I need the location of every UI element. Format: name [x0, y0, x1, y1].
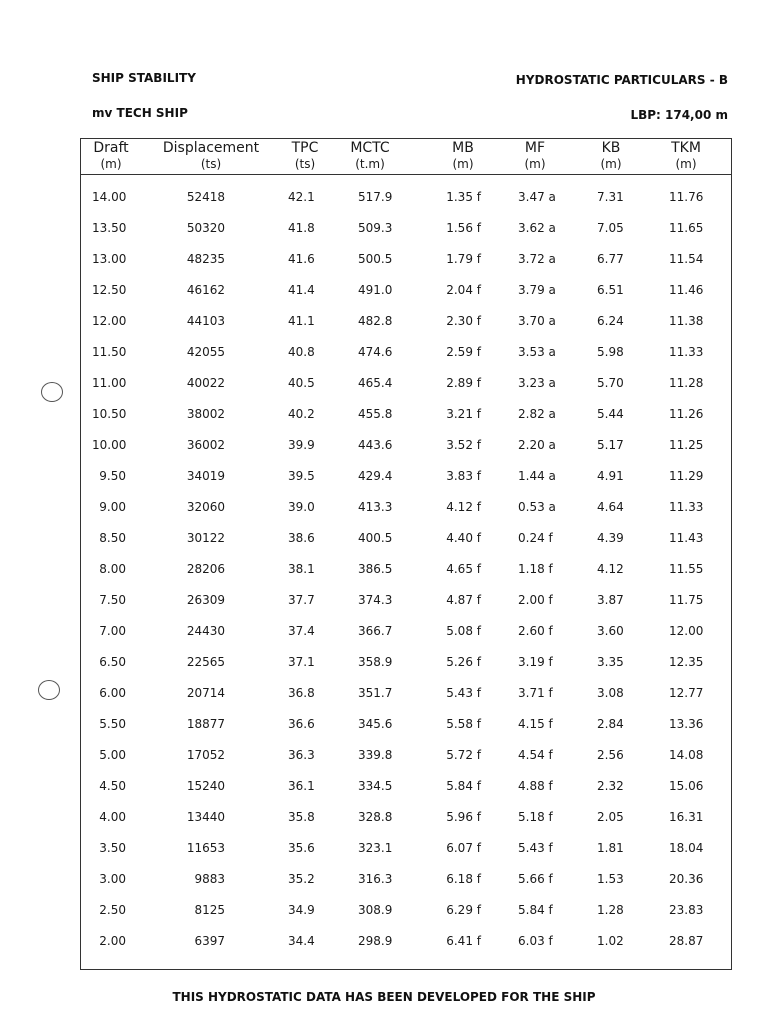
cell-mf: 3.72 a — [518, 252, 556, 266]
cell-draft: 2.50 — [99, 903, 126, 917]
cell-displacement: 32060 — [186, 500, 225, 514]
cell-displacement: 38002 — [186, 407, 225, 421]
cell-mb: 4.12 f — [446, 500, 481, 514]
cell-displacement: 26309 — [186, 593, 225, 607]
cell-mb: 5.08 f — [446, 624, 481, 638]
cell-mb: 5.84 f — [446, 779, 481, 793]
cell-kb: 4.64 — [597, 500, 624, 514]
cell-mb: 6.29 f — [446, 903, 481, 917]
cell-tkm: 11.43 — [669, 531, 704, 545]
cell-tpc: 35.6 — [288, 841, 315, 855]
cell-draft: 9.50 — [99, 469, 126, 483]
cell-displacement: 8125 — [194, 903, 225, 917]
cell-mf: 4.54 f — [518, 748, 553, 762]
cell-kb: 1.28 — [597, 903, 624, 917]
cell-kb: 6.51 — [597, 283, 624, 297]
cell-draft: 6.50 — [99, 655, 126, 669]
table-row — [81, 593, 731, 613]
cell-kb: 7.31 — [597, 190, 624, 204]
cell-kb: 1.02 — [597, 934, 624, 948]
cell-displacement: 30122 — [186, 531, 225, 545]
cell-displacement: 52418 — [186, 190, 225, 204]
punch-hole-icon — [38, 680, 60, 700]
cell-tpc: 39.0 — [288, 500, 315, 514]
column-header-displacement — [151, 141, 271, 171]
cell-mb: 6.07 f — [446, 841, 481, 855]
cell-mf: 3.71 f — [518, 686, 553, 700]
cell-mf: 3.70 a — [518, 314, 556, 328]
table-row — [81, 376, 731, 396]
column-label: KB — [601, 140, 621, 156]
column-unit: (ts) — [294, 157, 316, 171]
column-header-kb — [586, 141, 636, 171]
column-label: MF — [524, 140, 546, 156]
cell-tkm: 13.36 — [669, 717, 704, 731]
cell-draft: 2.00 — [99, 934, 126, 948]
column-header-tpc — [280, 141, 330, 171]
cell-mf: 3.23 a — [518, 376, 556, 390]
cell-tpc: 34.4 — [288, 934, 315, 948]
column-label: Displacement — [162, 140, 260, 156]
cell-draft: 7.50 — [99, 593, 126, 607]
cell-mctc: 386.5 — [358, 562, 393, 576]
cell-mctc: 298.9 — [358, 934, 393, 948]
column-label: TPC — [291, 140, 319, 156]
cell-mf: 0.24 f — [518, 531, 553, 545]
cell-displacement: 18877 — [186, 717, 225, 731]
punch-hole-icon — [41, 382, 63, 402]
cell-mf: 5.66 f — [518, 872, 553, 886]
column-header-mctc — [340, 141, 400, 171]
cell-kb: 5.98 — [597, 345, 624, 359]
table-row — [81, 345, 731, 365]
cell-mf: 3.53 a — [518, 345, 556, 359]
hydrostatic-table — [80, 138, 732, 970]
cell-tkm: 18.04 — [669, 841, 704, 855]
cell-mb: 5.43 f — [446, 686, 481, 700]
cell-tkm: 14.08 — [669, 748, 704, 762]
column-header-mb — [438, 141, 488, 171]
cell-displacement: 20714 — [186, 686, 225, 700]
cell-mb: 3.21 f — [446, 407, 481, 421]
cell-displacement: 15240 — [186, 779, 225, 793]
column-label: TKM — [671, 140, 701, 156]
column-unit: (m) — [452, 157, 474, 171]
cell-mctc: 334.5 — [358, 779, 393, 793]
cell-kb: 6.77 — [597, 252, 624, 266]
cell-tpc: 39.5 — [288, 469, 315, 483]
cell-mf: 2.82 a — [518, 407, 556, 421]
cell-displacement: 34019 — [186, 469, 225, 483]
table-row — [81, 717, 731, 737]
cell-mb: 3.52 f — [446, 438, 481, 452]
cell-mctc: 308.9 — [358, 903, 393, 917]
cell-mctc: 351.7 — [358, 686, 393, 700]
cell-displacement: 24430 — [186, 624, 225, 638]
cell-displacement: 46162 — [186, 283, 225, 297]
cell-mf: 2.20 a — [518, 438, 556, 452]
cell-tkm: 20.36 — [669, 872, 704, 886]
table-row — [81, 655, 731, 675]
cell-kb: 5.44 — [597, 407, 624, 421]
cell-tpc: 35.2 — [288, 872, 315, 886]
cell-displacement: 28206 — [186, 562, 225, 576]
cell-mctc: 345.6 — [358, 717, 393, 731]
cell-tkm: 23.83 — [669, 903, 704, 917]
cell-kb: 4.39 — [597, 531, 624, 545]
cell-mf: 5.18 f — [518, 810, 553, 824]
cell-mctc: 366.7 — [358, 624, 393, 638]
cell-displacement: 36002 — [186, 438, 225, 452]
cell-tpc: 36.8 — [288, 686, 315, 700]
cell-tkm: 12.00 — [669, 624, 704, 638]
cell-draft: 14.00 — [92, 190, 127, 204]
cell-tpc: 42.1 — [288, 190, 315, 204]
table-row — [81, 252, 731, 272]
cell-tkm: 11.33 — [669, 345, 704, 359]
column-label: MB — [452, 140, 474, 156]
cell-mb: 4.87 f — [446, 593, 481, 607]
cell-tkm: 11.54 — [669, 252, 704, 266]
cell-kb: 5.70 — [597, 376, 624, 390]
cell-draft: 5.00 — [99, 748, 126, 762]
table-row — [81, 438, 731, 458]
cell-mb: 3.83 f — [446, 469, 481, 483]
cell-mb: 1.79 f — [446, 252, 481, 266]
cell-draft: 13.00 — [92, 252, 127, 266]
column-unit: (t.m) — [355, 157, 385, 171]
cell-tpc: 37.1 — [288, 655, 315, 669]
column-header-tkm — [656, 141, 716, 171]
cell-tpc: 41.8 — [288, 221, 315, 235]
column-unit: (m) — [100, 157, 122, 171]
cell-kb: 3.08 — [597, 686, 624, 700]
cell-displacement: 17052 — [186, 748, 225, 762]
cell-displacement: 11653 — [186, 841, 225, 855]
cell-mb: 2.04 f — [446, 283, 481, 297]
cell-kb: 6.24 — [597, 314, 624, 328]
table-row — [81, 500, 731, 520]
cell-mb: 4.65 f — [446, 562, 481, 576]
table-row — [81, 314, 731, 334]
cell-mf: 3.79 a — [518, 283, 556, 297]
cell-mb: 5.26 f — [446, 655, 481, 669]
cell-mctc: 413.3 — [358, 500, 393, 514]
column-header-draft — [91, 141, 131, 171]
column-header-mf — [510, 141, 560, 171]
cell-tpc: 38.6 — [288, 531, 315, 545]
cell-mf: 3.47 a — [518, 190, 556, 204]
cell-tkm: 16.31 — [669, 810, 704, 824]
cell-tkm: 11.25 — [669, 438, 704, 452]
cell-draft: 10.50 — [92, 407, 127, 421]
cell-mb: 5.58 f — [446, 717, 481, 731]
cell-kb: 4.91 — [597, 469, 624, 483]
cell-mb: 5.72 f — [446, 748, 481, 762]
cell-draft: 12.00 — [92, 314, 127, 328]
cell-mf: 3.62 a — [518, 221, 556, 235]
cell-draft: 9.00 — [99, 500, 126, 514]
cell-mf: 6.03 f — [518, 934, 553, 948]
document-subtitle: HYDROSTATIC PARTICULARS - B — [515, 73, 728, 87]
cell-tpc: 40.5 — [288, 376, 315, 390]
cell-tpc: 41.6 — [288, 252, 315, 266]
cell-mf: 1.18 f — [518, 562, 553, 576]
document-title: SHIP STABILITY — [92, 71, 196, 85]
cell-tkm: 11.29 — [669, 469, 704, 483]
cell-mctc: 358.9 — [358, 655, 393, 669]
cell-kb: 2.32 — [597, 779, 624, 793]
cell-displacement: 50320 — [186, 221, 225, 235]
cell-mf: 2.00 f — [518, 593, 553, 607]
cell-draft: 3.00 — [99, 872, 126, 886]
cell-mb: 2.89 f — [446, 376, 481, 390]
cell-mb: 1.56 f — [446, 221, 481, 235]
cell-draft: 8.50 — [99, 531, 126, 545]
cell-kb: 3.35 — [597, 655, 624, 669]
cell-displacement: 9883 — [194, 872, 225, 886]
lbp-value: LBP: 174,00 m — [630, 108, 728, 122]
cell-tkm: 11.38 — [669, 314, 704, 328]
cell-mf: 2.60 f — [518, 624, 553, 638]
cell-draft: 7.00 — [99, 624, 126, 638]
cell-mctc: 474.6 — [358, 345, 393, 359]
column-unit: (ts) — [200, 157, 222, 171]
cell-displacement: 13440 — [186, 810, 225, 824]
cell-tpc: 36.6 — [288, 717, 315, 731]
cell-mctc: 400.5 — [358, 531, 393, 545]
cell-tkm: 28.87 — [669, 934, 704, 948]
cell-tkm: 15.06 — [669, 779, 704, 793]
cell-mctc: 374.3 — [358, 593, 393, 607]
cell-mctc: 443.6 — [358, 438, 393, 452]
cell-draft: 6.00 — [99, 686, 126, 700]
cell-tpc: 34.9 — [288, 903, 315, 917]
cell-tpc: 36.1 — [288, 779, 315, 793]
cell-kb: 2.05 — [597, 810, 624, 824]
cell-kb: 5.17 — [597, 438, 624, 452]
table-row — [81, 903, 731, 923]
cell-displacement: 40022 — [186, 376, 225, 390]
cell-tkm: 12.35 — [669, 655, 704, 669]
cell-mf: 0.53 a — [518, 500, 556, 514]
cell-displacement: 6397 — [194, 934, 225, 948]
cell-tpc: 36.3 — [288, 748, 315, 762]
cell-mb: 2.30 f — [446, 314, 481, 328]
cell-kb: 2.56 — [597, 748, 624, 762]
cell-draft: 3.50 — [99, 841, 126, 855]
table-row — [81, 779, 731, 799]
cell-displacement: 42055 — [186, 345, 225, 359]
cell-mf: 4.88 f — [518, 779, 553, 793]
table-row — [81, 407, 731, 427]
cell-kb: 3.87 — [597, 593, 624, 607]
cell-tpc: 40.2 — [288, 407, 315, 421]
table-row — [81, 686, 731, 706]
cell-mb: 2.59 f — [446, 345, 481, 359]
cell-mb: 6.18 f — [446, 872, 481, 886]
cell-mctc: 517.9 — [358, 190, 393, 204]
cell-mctc: 491.0 — [358, 283, 393, 297]
cell-draft: 4.00 — [99, 810, 126, 824]
cell-mctc: 328.8 — [358, 810, 393, 824]
cell-mb: 5.96 f — [446, 810, 481, 824]
cell-displacement: 44103 — [186, 314, 225, 328]
cell-tkm: 11.26 — [669, 407, 704, 421]
cell-mctc: 323.1 — [358, 841, 393, 855]
cell-kb: 2.84 — [597, 717, 624, 731]
table-row — [81, 562, 731, 582]
cell-displacement: 22565 — [186, 655, 225, 669]
cell-tkm: 12.77 — [669, 686, 704, 700]
cell-mctc: 482.8 — [358, 314, 393, 328]
table-row — [81, 190, 731, 210]
cell-mctc: 455.8 — [358, 407, 393, 421]
table-row — [81, 841, 731, 861]
cell-kb: 7.05 — [597, 221, 624, 235]
cell-kb: 1.53 — [597, 872, 624, 886]
cell-tkm: 11.75 — [669, 593, 704, 607]
table-row — [81, 221, 731, 241]
cell-mf: 1.44 a — [518, 469, 556, 483]
table-row — [81, 469, 731, 489]
column-unit: (m) — [524, 157, 546, 171]
cell-tkm: 11.46 — [669, 283, 704, 297]
cell-draft: 5.50 — [99, 717, 126, 731]
column-label: Draft — [93, 140, 129, 156]
table-row — [81, 872, 731, 892]
table-row — [81, 531, 731, 551]
cell-draft: 11.50 — [92, 345, 127, 359]
cell-tpc: 37.7 — [288, 593, 315, 607]
cell-mf: 4.15 f — [518, 717, 553, 731]
footer-note: THIS HYDROSTATIC DATA HAS BEEN DEVELOPED FOR THE SHIP — [172, 990, 596, 1004]
cell-mf: 5.84 f — [518, 903, 553, 917]
cell-kb: 1.81 — [597, 841, 624, 855]
cell-tpc: 39.9 — [288, 438, 315, 452]
cell-mb: 6.41 f — [446, 934, 481, 948]
cell-mctc: 465.4 — [358, 376, 393, 390]
header-divider — [81, 174, 731, 175]
cell-mb: 4.40 f — [446, 531, 481, 545]
cell-tkm: 11.33 — [669, 500, 704, 514]
cell-kb: 4.12 — [597, 562, 624, 576]
cell-draft: 4.50 — [99, 779, 126, 793]
cell-tkm: 11.28 — [669, 376, 704, 390]
cell-tpc: 41.1 — [288, 314, 315, 328]
cell-tpc: 40.8 — [288, 345, 315, 359]
cell-tpc: 38.1 — [288, 562, 315, 576]
column-unit: (m) — [600, 157, 622, 171]
cell-draft: 12.50 — [92, 283, 127, 297]
cell-mctc: 339.8 — [358, 748, 393, 762]
cell-tpc: 37.4 — [288, 624, 315, 638]
cell-tkm: 11.76 — [669, 190, 704, 204]
cell-mf: 5.43 f — [518, 841, 553, 855]
ship-name: mv TECH SHIP — [92, 106, 188, 120]
column-label: MCTC — [350, 140, 390, 156]
cell-mctc: 500.5 — [358, 252, 393, 266]
cell-tkm: 11.55 — [669, 562, 704, 576]
cell-mf: 3.19 f — [518, 655, 553, 669]
cell-draft: 8.00 — [99, 562, 126, 576]
table-row — [81, 283, 731, 303]
column-unit: (m) — [675, 157, 697, 171]
cell-mctc: 429.4 — [358, 469, 393, 483]
cell-tpc: 35.8 — [288, 810, 315, 824]
cell-tpc: 41.4 — [288, 283, 315, 297]
table-row — [81, 624, 731, 644]
cell-tkm: 11.65 — [669, 221, 704, 235]
cell-mb: 1.35 f — [446, 190, 481, 204]
table-row — [81, 748, 731, 768]
cell-mctc: 316.3 — [358, 872, 393, 886]
cell-displacement: 48235 — [186, 252, 225, 266]
cell-draft: 13.50 — [92, 221, 127, 235]
cell-mctc: 509.3 — [358, 221, 393, 235]
cell-kb: 3.60 — [597, 624, 624, 638]
table-row — [81, 810, 731, 830]
cell-draft: 10.00 — [92, 438, 127, 452]
cell-draft: 11.00 — [92, 376, 127, 390]
table-row — [81, 934, 731, 954]
